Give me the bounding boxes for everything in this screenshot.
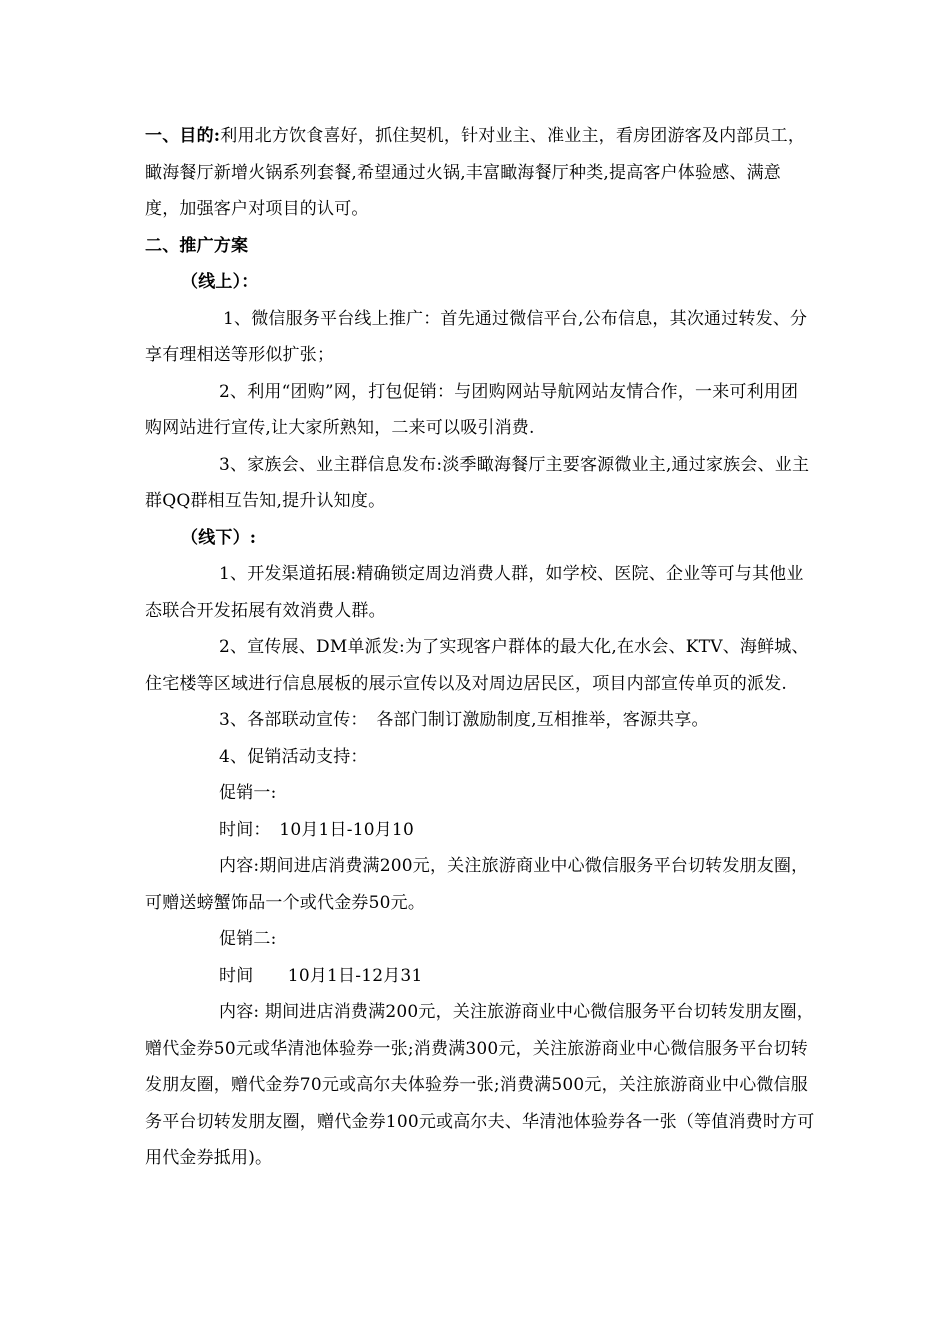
online-label: （线上）： [181,272,259,292]
section-purpose-heading: 一、目的: [145,126,221,146]
online-item-3: 3、家族会、业主群信息发布:淡季瞰海餐厅主要客源微业主,通过家族会、业主群QQ群相互告知,提升认知度。 [145,454,810,511]
offline-item-1: 1、开发渠道拓展:精确锁定周边消费人群，如学校、医院、企业等可与其他业态联合开发拓展有效消费人群。 [145,564,804,621]
online-item-1: 1、微信服务平台线上推广：首先通过微信平台,公布信息，其次通过转发、分享有理相送等形似扩张； [145,308,808,365]
offline-item-2: 2、宣传展、DM单派发:为了实现客户群体的最大化,在水会、KTV、海鲜城、住宅楼等区域进行信息展板的展示宣传以及对周边居民区，项目内部宣传单页的派发. [145,637,809,694]
promo1-title: 促销一: [219,783,277,803]
section-purpose-text: 利用北方饮食喜好，抓住契机，针对业主、准业主，看房团游客及内部员工，瞰海餐厅新增火锅系列套餐,希望通过火锅,丰富瞰海餐厅种类,提高客户体验感、满意度，加强客户对项目的认可。 [145,126,806,219]
document-body [145,118,815,1177]
section-purpose [145,118,815,228]
promo2-title: 促销二: [219,929,277,949]
offline-label: （线下）: [181,527,257,548]
section-promotion-heading: 二、推广方案 [145,235,249,256]
promo2-time: 时间 10月1日-12月31 [219,965,423,986]
promo1-time: 时间： 10月1日-10月10 [219,819,414,840]
offline-item-3: 3、各部联动宣传： 各部门制订激励制度,互相推举，客源共享。 [219,710,709,730]
promo2-content: 内容: 期间进店消费满200元，关注旅游商业中心微信服务平台切转发朋友圈，赠代金券50元或华清池体验券一张;消费满300元，关注旅游商业中心微信服务平台切转发朋友圈，赠代金券70元或高尔夫体验券一张;消费满500元，关注旅游商业中心微信服务平台切转发朋友圈，赠代金券100元或高尔夫、华清池体验券各一张（等值消费时方可用代金券抵用)。 [145,1002,815,1168]
online-item-2: 2、利用“团购”网，打包促销：与团购网站导航网站友情合作，一来可利用团购网站进行宣传,让大家所熟知，二来可以吸引消费. [145,381,799,438]
promo1-content: 内容:期间进店消费满200元，关注旅游商业中心微信服务平台切转发朋友圈，可赠送螃蟹饰品一个或代金券50元。 [145,856,809,913]
offline-item-4: 4、促销活动支持： [219,746,368,767]
